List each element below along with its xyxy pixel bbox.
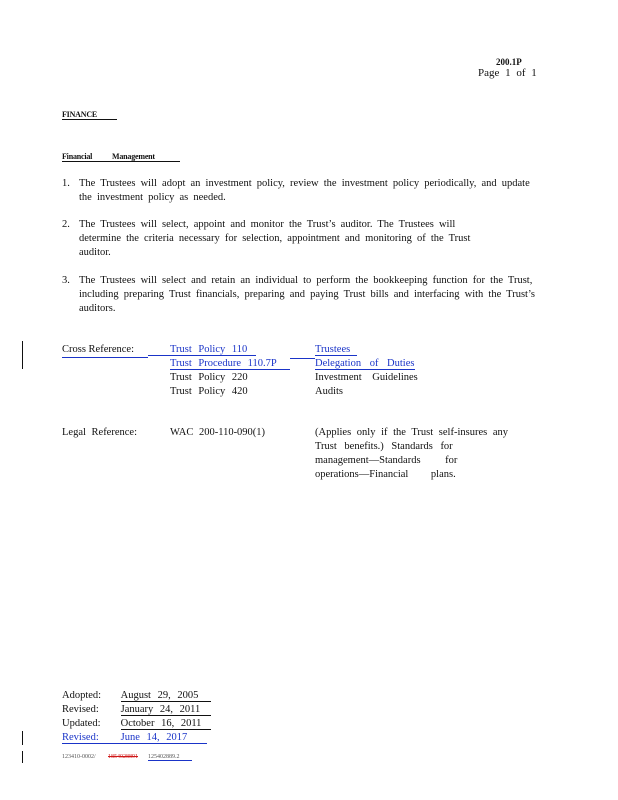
item-number: 2. xyxy=(62,219,70,230)
cross-ref-link[interactable]: Trust Procedure 110.7P xyxy=(170,358,290,370)
cross-ref-link[interactable]: Trust Policy 220 xyxy=(170,372,248,383)
history-label: Adopted: xyxy=(62,690,102,701)
history-row xyxy=(62,690,211,702)
footer-code-deleted: 1854028891 xyxy=(108,754,138,760)
legal-reference-label: Legal Reference: xyxy=(62,427,137,438)
cross-ref-title: Audits xyxy=(315,386,344,397)
policy-number: 200.1P xyxy=(496,57,522,67)
cross-ref-title: Delegation of Duties xyxy=(315,358,415,369)
legal-note-line: (Applies only if the Trust self-insures any xyxy=(315,427,508,438)
revision-underline xyxy=(290,358,315,359)
history-row xyxy=(62,732,207,744)
history-label: Updated: xyxy=(62,718,101,729)
history-row xyxy=(62,704,211,716)
history-label: Revised: xyxy=(62,704,99,715)
cross-ref-title: Trustees xyxy=(315,344,357,356)
legal-note-line: operations—Financial plans. xyxy=(315,469,456,480)
page-indicator: Page 1 of 1 xyxy=(478,67,537,79)
footer-code: 123410-0002/ xyxy=(62,754,96,760)
history-date: October 16, 2011 xyxy=(121,718,211,730)
history-date: June 14, 2017 xyxy=(120,732,188,743)
history-row xyxy=(62,718,211,730)
item-text: The Trustees will adopt an investment policy, review the investment policy periodically, and update the investment policy as needed. xyxy=(79,178,530,203)
item-text: The Trustees will select and retain an individual to perform the bookkeeping function for the Trust, including preparing Trust financials, preparing and paying Trust bills and interfacing with the Trust’s auditors. xyxy=(79,275,535,314)
cross-ref-link[interactable]: Trust Policy 420 xyxy=(170,386,248,397)
legal-note-line: Trust benefits.) Standards for xyxy=(315,441,453,452)
item-text: The Trustees will select, appoint and monitor the Trust’s auditor. The Trustees will determine the criteria necessary for selection, appointment and monitoring of the Trust auditor. xyxy=(79,219,471,258)
section-heading: FINANCE xyxy=(62,110,117,120)
policy-item xyxy=(62,218,502,260)
cross-ref-link[interactable]: Trust Policy 110 xyxy=(148,344,256,356)
revision-underline xyxy=(62,357,148,358)
policy-item xyxy=(62,177,542,205)
legal-citation: WAC 200-110-090(1) xyxy=(170,427,266,438)
policy-item xyxy=(62,274,542,316)
history-date: August 29, 2005 xyxy=(121,690,211,702)
footer-code-inserted: 125402889.2 xyxy=(148,754,192,761)
subsection-heading: Financial Management xyxy=(62,152,180,162)
item-number: 1. xyxy=(62,178,70,189)
revision-bar xyxy=(22,341,23,369)
revision-bar xyxy=(22,731,23,745)
history-label: Revised: xyxy=(62,732,99,743)
item-number: 3. xyxy=(62,275,70,286)
history-date: January 24, 2011 xyxy=(121,704,211,716)
legal-note-line: management—Standards for xyxy=(315,455,458,466)
revision-bar xyxy=(22,751,23,763)
cross-reference-label: Cross Reference: xyxy=(62,344,135,355)
cross-ref-title: Investment Guidelines xyxy=(315,372,418,383)
